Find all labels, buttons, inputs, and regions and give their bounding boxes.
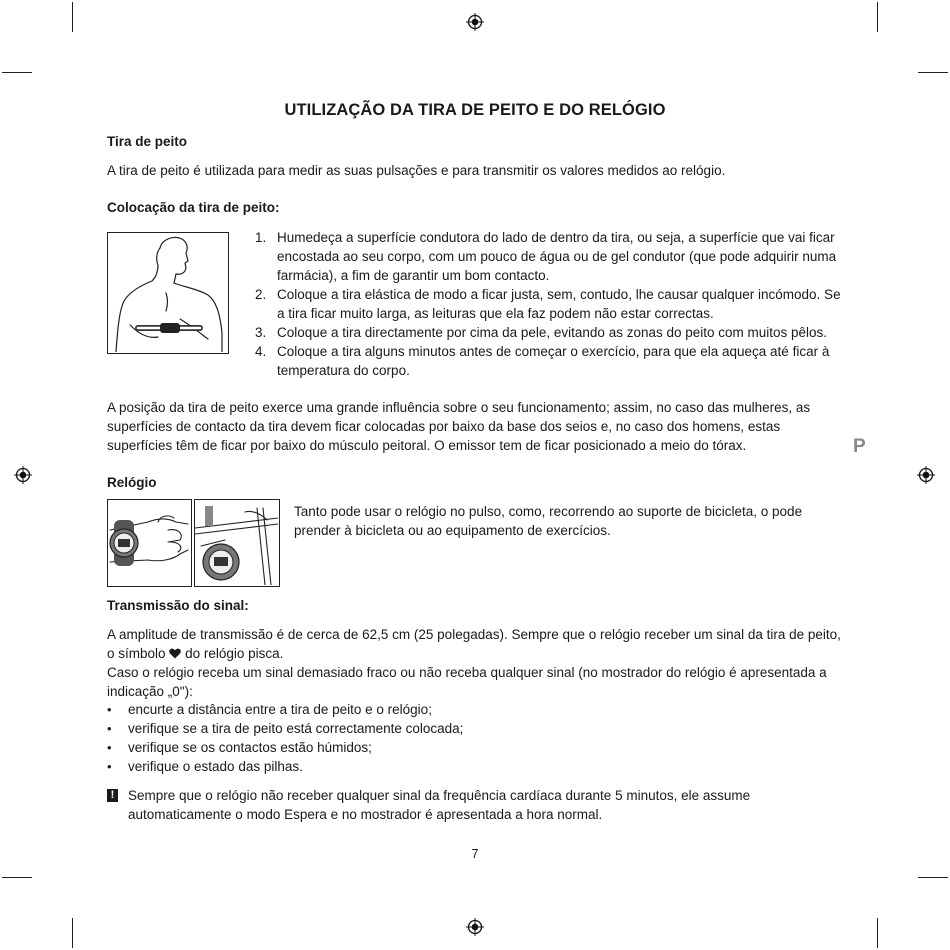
crop-mark xyxy=(877,918,878,948)
registration-mark-icon xyxy=(466,918,484,936)
chest-strap-heading: Tira de peito xyxy=(107,134,188,149)
registration-mark-icon xyxy=(14,466,32,484)
crop-mark xyxy=(72,2,73,32)
chest-strap-intro: A tira de peito é utilizada para medir as suas pulsações e para transmitir os valores medidos ao relógio. xyxy=(107,163,726,178)
list-item: • verifique o estado das pilhas. xyxy=(107,759,303,774)
bike-mount-illustration xyxy=(194,499,280,587)
list-item: 1. Humedeça a superfície condutora do lado de dentro da tira, ou seja, a superfície que vai ficar encostada ao seu corpo, com um pouco de água ou de gel condutor (que pode adquirir numa farmácia), a fim de garantir um bom contacto. xyxy=(255,230,837,283)
list-item: 4. Coloque a tira alguns minutos antes de começar o exercício, para que ela aqueça até ficar à temperatura do corpo. xyxy=(255,344,830,378)
list-item: 3. Coloque a tira directamente por cima da pele, evitando as zonas do peito com muitos pêlos. xyxy=(255,325,828,340)
crop-mark xyxy=(2,877,32,878)
registration-mark-icon xyxy=(466,13,484,31)
crop-mark xyxy=(877,2,878,32)
crop-mark xyxy=(918,877,948,878)
signal-heading: Transmissão do sinal: xyxy=(107,598,249,613)
wrist-watch-illustration xyxy=(107,499,192,587)
watch-heading: Relógio xyxy=(107,475,157,490)
troubleshooting-list xyxy=(107,700,463,776)
placement-heading: Colocação da tira de peito: xyxy=(107,200,280,215)
page-title: UTILIZAÇÃO DA TIRA DE PEITO E DO RELÓGIO xyxy=(284,101,666,119)
heart-icon xyxy=(169,648,181,659)
registration-mark-icon xyxy=(917,466,935,484)
warning-text: Sempre que o relógio não receber qualquer sinal da frequência cardíaca durante 5 minutos, ele assume automaticamente o modo Espera e no mostrador é apresentada a hora normal. xyxy=(128,788,751,822)
crop-mark xyxy=(2,72,32,73)
signal-paragraph: A amplitude de transmissão é de cerca de 62,5 cm (25 polegadas). Sempre que o relógio receber um sinal da tira de peito, o símbolo do relógio pisca. Caso o relógio receba um sinal demasiado fraco ou não receba qualquer sinal (no mostrador do relógio é apresentada a indicação „0"): xyxy=(107,627,841,699)
placement-steps xyxy=(255,228,850,380)
crop-mark xyxy=(918,72,948,73)
position-note: A posição da tira de peito exerce uma grande influência sobre o seu funcionamento; assim, no caso das mulheres, as superfícies de contacto da tira devem ficar colocadas por baixo da base dos seios e, no caso dos homens, estas superfícies têm de ficar por baixo do músculo peitoral. O emissor tem de ficar posicionado a meio do tórax. xyxy=(107,400,811,453)
list-item: • verifique se a tira de peito está correctamente colocada; xyxy=(107,721,464,736)
chest-strap-illustration xyxy=(107,232,229,354)
list-item: • verifique se os contactos estão húmidos; xyxy=(107,740,372,755)
language-tab: P xyxy=(853,436,866,457)
watch-text: Tanto pode usar o relógio no pulso, como, recorrendo ao suporte de bicicleta, o pode prender à bicicleta ou ao equipamento de exercícios. xyxy=(294,504,803,538)
list-item: • encurte a distância entre a tira de peito e o relógio; xyxy=(107,702,432,717)
warning-icon: ! xyxy=(107,789,118,802)
list-item: 2. Coloque a tira elástica de modo a ficar justa, sem, contudo, lhe causar qualquer incómodo. Se a tira ficar muito larga, as leituras que ela faz podem não estar correctas. xyxy=(255,287,841,321)
crop-mark xyxy=(72,918,73,948)
page-number: 7 xyxy=(471,847,479,861)
